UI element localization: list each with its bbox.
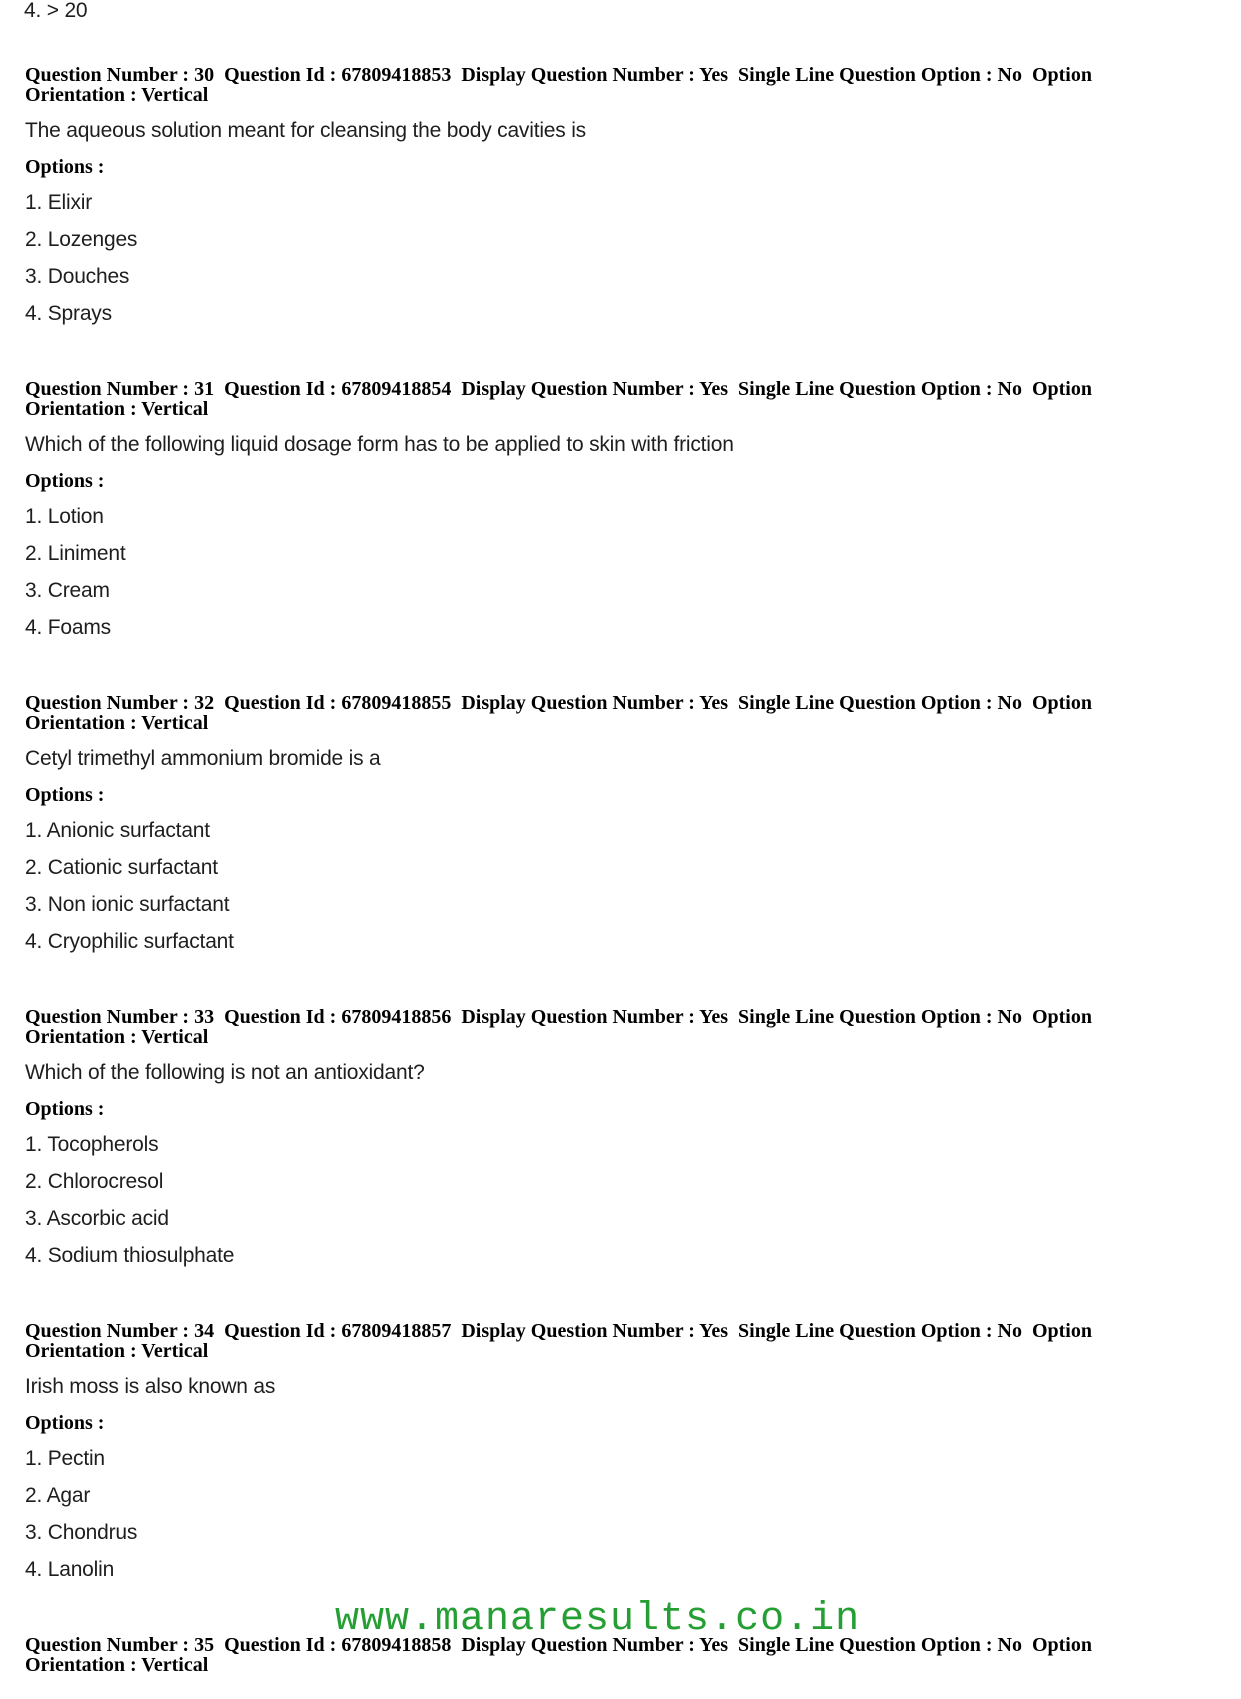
question-block-30 — [25, 65, 1185, 326]
option-2: 2. Lozenges — [25, 228, 138, 251]
question-block-34 — [25, 1321, 1185, 1582]
option-4: 4. Sodium thiosulphate — [25, 1244, 235, 1267]
options-label: Options : — [25, 1098, 105, 1120]
question-text: The aqueous solution meant for cleansing the body cavities is — [25, 119, 586, 142]
option-1: 1. Lotion — [25, 505, 104, 528]
option-2: 2. Agar — [25, 1484, 91, 1507]
question-meta-line1: Question Number : 31 Question Id : 67809418854 Display Question Number : Yes Single Line Question Option : No Option — [25, 378, 1092, 400]
watermark-url: www.manaresults.co.in — [335, 1597, 861, 1642]
question-block-35 — [25, 1635, 1185, 1675]
option-4: 4. Foams — [25, 616, 111, 639]
option-1: 1. Pectin — [25, 1447, 105, 1470]
question-block-32 — [25, 693, 1185, 954]
option-1: 1. Tocopherols — [25, 1133, 159, 1156]
options-label: Options : — [25, 156, 105, 178]
question-text: Which of the following is not an antioxidant? — [25, 1061, 425, 1084]
question-meta-line1: Question Number : 33 Question Id : 67809418856 Display Question Number : Yes Single Line Question Option : No Option — [25, 1006, 1092, 1028]
option-4: 4. Cryophilic surfactant — [25, 930, 234, 953]
question-meta-line2: Orientation : Vertical — [25, 1654, 209, 1676]
question-block-31 — [25, 379, 1185, 640]
options-label: Options : — [25, 784, 105, 806]
question-meta-line2: Orientation : Vertical — [25, 84, 209, 106]
option-3: 3. Cream — [25, 579, 110, 602]
option-2: 2. Liniment — [25, 542, 126, 565]
question-meta-line2: Orientation : Vertical — [25, 712, 209, 734]
option-3: 3. Chondrus — [25, 1521, 138, 1544]
question-block-33 — [25, 1007, 1185, 1268]
option-1: 1. Elixir — [25, 191, 93, 214]
previous-question-option-4: 4. > 20 — [24, 0, 88, 22]
option-3: 3. Douches — [25, 265, 130, 288]
option-2: 2. Cationic surfactant — [25, 856, 218, 879]
options-label: Options : — [25, 470, 105, 492]
option-3: 3. Non ionic surfactant — [25, 893, 230, 916]
question-meta-line2: Orientation : Vertical — [25, 1026, 209, 1048]
question-meta-line1: Question Number : 32 Question Id : 67809418855 Display Question Number : Yes Single Line Question Option : No Option — [25, 692, 1092, 714]
options-label: Options : — [25, 1412, 105, 1434]
question-meta-line1: Question Number : 35 Question Id : 67809418858 Display Question Number : Yes Single Line Question Option : No Option — [25, 1634, 1092, 1656]
option-2: 2. Chlorocresol — [25, 1170, 164, 1193]
question-text: Which of the following liquid dosage form has to be applied to skin with friction — [25, 433, 734, 456]
question-meta-line1: Question Number : 34 Question Id : 67809418857 Display Question Number : Yes Single Line Question Option : No Option — [25, 1320, 1092, 1342]
option-1: 1. Anionic surfactant — [25, 819, 210, 842]
question-text: Irish moss is also known as — [25, 1375, 276, 1398]
question-text: Cetyl trimethyl ammonium bromide is a — [25, 747, 381, 770]
option-4: 4. Lanolin — [25, 1558, 115, 1581]
option-4: 4. Sprays — [25, 302, 112, 325]
question-meta-line1: Question Number : 30 Question Id : 67809418853 Display Question Number : Yes Single Line Question Option : No Option — [25, 64, 1092, 86]
question-meta-line2: Orientation : Vertical — [25, 398, 209, 420]
option-3: 3. Ascorbic acid — [25, 1207, 169, 1230]
question-meta-line2: Orientation : Vertical — [25, 1340, 209, 1362]
